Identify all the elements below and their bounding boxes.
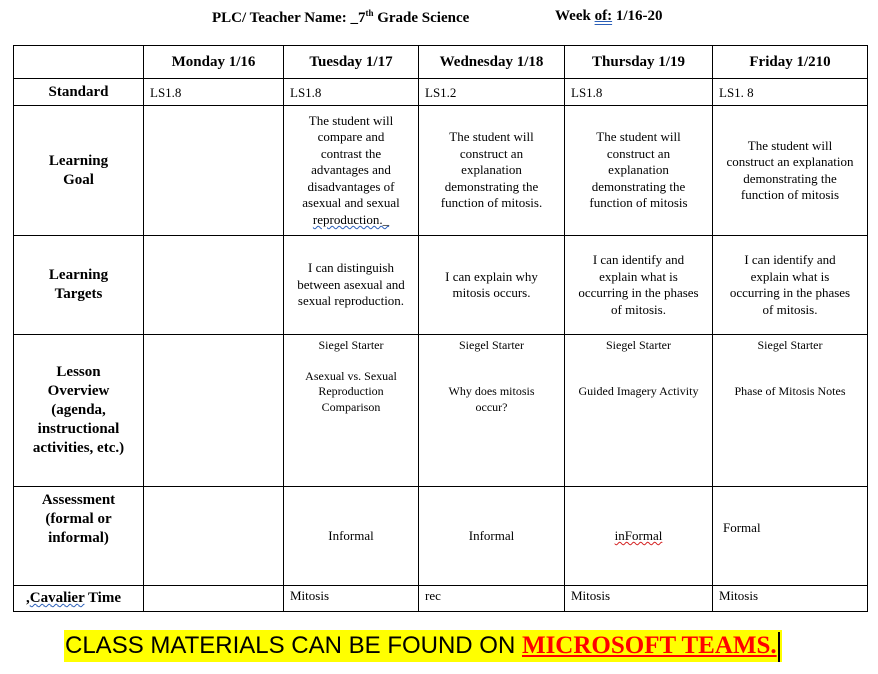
lesson-cell	[144, 335, 284, 487]
standard-row	[14, 79, 868, 106]
goal-cell: The student will construct an explanation demonstrating the function of mitosis	[565, 106, 713, 236]
cavalier-cell: Mitosis	[565, 586, 713, 612]
assessment-cell: Formal	[713, 487, 868, 586]
day-header: Monday 1/16	[144, 46, 284, 79]
row-label-standard: Standard	[14, 79, 144, 106]
target-cell: I can distinguish between asexual and sexual reproduction.	[284, 236, 419, 335]
learning-goal-row	[14, 106, 868, 236]
standard-cell: LS1.2	[419, 79, 565, 106]
days-header-row	[14, 46, 868, 79]
day-header: Thursday 1/19	[565, 46, 713, 79]
row-label-cavalier-time: ,Cavalier Time	[14, 586, 144, 612]
target-cell	[144, 236, 284, 335]
learning-targets-row	[14, 236, 868, 335]
teacher-name-label: PLC/ Teacher Name: _7th Grade Science	[212, 8, 470, 26]
goal-cell	[144, 106, 284, 236]
goal-cell: The student will construct an explanation demonstrating the function of mitosis	[713, 106, 868, 236]
goal-cell: The student will compare and contrast the advantages and disadvantages of asexual and sexual reproduction._	[284, 106, 419, 236]
standard-cell: LS1.8	[565, 79, 713, 106]
assessment-cell: Informal	[419, 487, 565, 586]
assessment-row	[14, 487, 868, 586]
day-header: Tuesday 1/17	[284, 46, 419, 79]
standard-cell: LS1.8	[144, 79, 284, 106]
microsoft-teams-link[interactable]: MICROSOFT TEAMS.	[521, 632, 777, 659]
lesson-overview-row	[14, 335, 868, 487]
class-materials-banner	[64, 630, 782, 662]
lesson-cell: Siegel Starter Phase of Mitosis Notes	[713, 335, 868, 487]
target-cell: I can identify and explain what is occurring in the phases of mitosis.	[713, 236, 868, 335]
row-label-learning-goal: Learning Goal	[14, 106, 144, 236]
assessment-cell: Informal	[284, 487, 419, 586]
banner-text: CLASS MATERIALS CAN BE FOUND ON	[65, 632, 522, 659]
assessment-cell	[144, 487, 284, 586]
row-label-lesson-overview: Lesson Overview (agenda, instructional activities, etc.)	[14, 335, 144, 487]
lesson-cell: Siegel Starter Guided Imagery Activity	[565, 335, 713, 487]
cavalier-cell: Mitosis	[284, 586, 419, 612]
assessment-cell: inFormal	[565, 487, 713, 586]
target-cell: I can identify and explain what is occurring in the phases of mitosis.	[565, 236, 713, 335]
lesson-cell: Siegel Starter Asexual vs. Sexual Reproduction Comparison	[284, 335, 419, 487]
standard-cell: LS1. 8	[713, 79, 868, 106]
cavalier-time-row	[14, 586, 868, 612]
goal-cell: The student will construct an explanation demonstrating the function of mitosis.	[419, 106, 565, 236]
day-header: Friday 1/210	[713, 46, 868, 79]
text-cursor	[778, 632, 780, 662]
day-header: Wednesday 1/18	[419, 46, 565, 79]
document-header	[0, 8, 878, 30]
cavalier-cell: Mitosis	[713, 586, 868, 612]
target-cell: I can explain why mitosis occurs.	[419, 236, 565, 335]
lesson-plan-table	[13, 45, 868, 612]
lesson-cell: Siegel Starter Why does mitosis occur?	[419, 335, 565, 487]
cavalier-cell	[144, 586, 284, 612]
cavalier-cell: rec	[419, 586, 565, 612]
week-label: Week of: 1/16-20	[555, 8, 663, 24]
corner-cell	[14, 46, 144, 79]
standard-cell: LS1.8	[284, 79, 419, 106]
row-label-assessment: Assessment (formal or informal)	[14, 487, 144, 586]
row-label-learning-targets: Learning Targets	[14, 236, 144, 335]
